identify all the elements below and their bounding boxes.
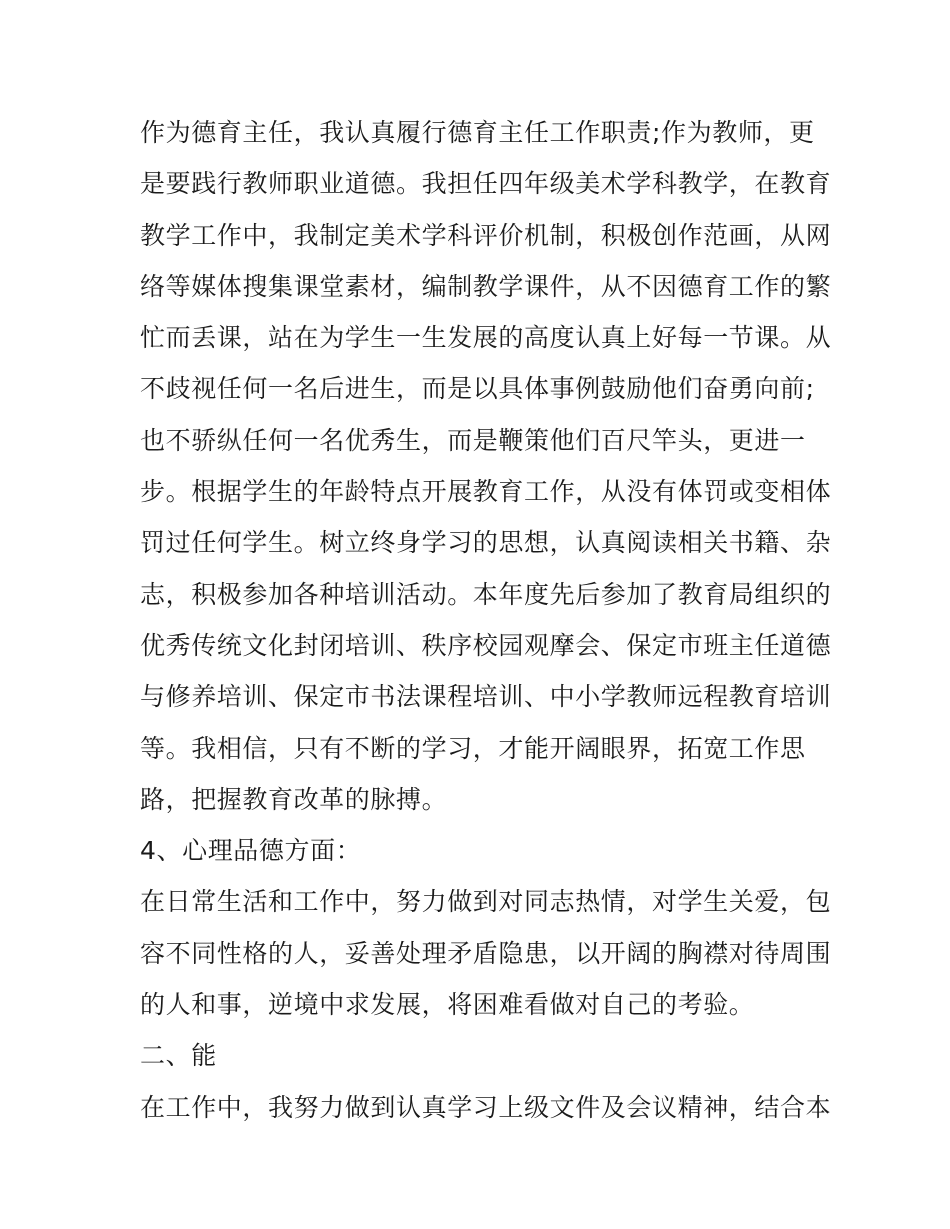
text-line: 志，积极参加各种培训活动。本年度先后参加了教育局组织的 (140, 579, 832, 609)
text-line: 等。我相信，只有不断的学习，才能开阔眼界，拓宽工作思 (140, 733, 806, 763)
text-line: 路，把握教育改革的脉搏。 (140, 784, 448, 814)
text-line: 在日常生活和工作中，努力做到对同志热情，对学生关爱，包 (140, 887, 832, 917)
text-line: 作为德育主任，我认真履行德育主任工作职责;作为教师，更 (140, 118, 815, 147)
text-line: 络等媒体搜集课堂素材，编制教学课件，从不因德育工作的繁 (140, 271, 832, 301)
document-body (140, 107, 830, 1133)
text-line: 的人和事，逆境中求发展，将困难看做对自己的考验。 (140, 990, 755, 1020)
text-line: 步。根据学生的年龄特点开展教育工作，从没有体罚或变相体 (140, 477, 832, 507)
text-line: 容不同性格的人，妥善处理矛盾隐患，以开阔的胸襟对待周围 (140, 938, 832, 968)
text-line: 优秀传统文化封闭培训、秩序校园观摩会、保定市班主任道德 (140, 630, 832, 660)
text-line: 也不骄纵任何一名优秀生，而是鞭策他们百尺竿头，更进一 (140, 425, 806, 455)
text-line: 罚过任何学生。树立终身学习的思想，认真阅读相关书籍、杂 (140, 528, 832, 558)
text-line: 忙而丢课，站在为学生一生发展的高度认真上好每一节课。从 (140, 323, 832, 353)
text-line: 教学工作中，我制定美术学科评价机制，积极创作范画，从网 (140, 220, 832, 250)
section-heading: 二、能 (140, 1041, 217, 1071)
text-line: 与修养培训、保定市书法课程培训、中小学教师远程教育培训 (140, 682, 832, 712)
text-line: 不歧视任何一名后进生，而是以具体事例鼓励他们奋勇向前; (140, 374, 815, 404)
section-heading: 4、心理品德方面： (140, 836, 362, 866)
text-line: 在工作中，我努力做到认真学习上级文件及会议精神，结合本 (140, 1092, 832, 1122)
text-line: 是要践行教师职业道德。我担任四年级美术学科教学，在教育 (140, 169, 832, 199)
